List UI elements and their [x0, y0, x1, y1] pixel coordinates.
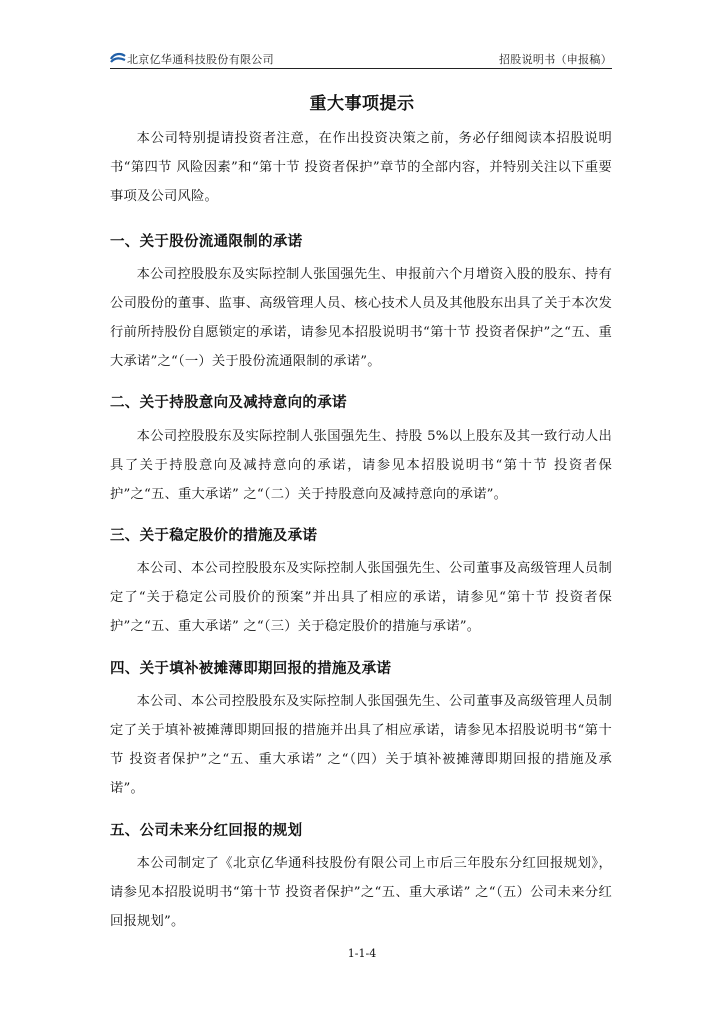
section-body-3: 本公司、本公司控股股东及实际控制人张国强先生、公司董事及高级管理人员制定了“关于稳定公司股价的预案”并出具了相应的承诺，请参见“第十节 投资者保护”之“五、重大承诺” 之“（三）关于稳定股价的措施与承诺”。 — [110, 561, 612, 634]
section-heading-5: 五、公司未来分红回报的规划 — [110, 823, 303, 839]
section-body-4: 本公司、本公司控股股东及实际控制人张国强先生、公司董事及高级管理人员制定了关于填补被摊薄即期回报的措施并出具了相应承诺，请参见本招股说明书“第十节 投资者保护”之“五、重大承诺” 之“（四）关于填补被摊薄即期回报的措施及承诺”。 — [110, 694, 612, 796]
intro-paragraph: 本公司特别提请投资者注意，在作出投资决策之前，务必仔细阅读本招股说明书“第四节 风险因素”和“第十节 投资者保护”章节的全部内容，并特别关注以下重要事项及公司风险。 — [110, 131, 612, 204]
section-body-2: 本公司控股股东及实际控制人张国强先生、持股 5%以上股东及其一致行动人出具了关于持股意向及减持意向的承诺，请参见本招股说明书“第十节 投资者保护”之“五、重大承诺” 之“（二）关于持股意向及减持意向的承诺”。 — [110, 429, 612, 502]
page-header — [110, 50, 612, 69]
page-title: 重大事项提示 — [309, 94, 415, 114]
header-company-name: 北京亿华通科技股份有限公司 — [127, 53, 274, 66]
company-logo-icon — [110, 52, 126, 65]
section-heading-3: 三、关于稳定股价的措施及承诺 — [110, 528, 318, 544]
section-heading-2: 二、关于持股意向及减持意向的承诺 — [110, 395, 347, 411]
section-body-5: 本公司制定了《北京亿华通科技股份有限公司上市后三年股东分红回报规划》，请参见本招股说明书“第十节 投资者保护”之“五、重大承诺” 之“（五）公司未来分红回报规划”。 — [110, 856, 612, 929]
header-document-type: 招股说明书（申报稿） — [499, 53, 612, 66]
section-heading-4: 四、关于填补被摊薄即期回报的措施及承诺 — [110, 661, 392, 677]
page-number: 1-1-4 — [347, 947, 377, 960]
section-body-1: 本公司控股股东及实际控制人张国强先生、申报前六个月增资入股的股东、持有公司股份的董事、监事、高级管理人员、核心技术人员及其他股东出具了关于本次发行前所持股份自愿锁定的承诺，请参见本招股说明书“第十节 投资者保护”之“五、重大承诺”之“（一）关于股份流通限制的承诺”。 — [110, 267, 612, 369]
section-heading-1: 一、关于股份流通限制的承诺 — [110, 234, 303, 250]
